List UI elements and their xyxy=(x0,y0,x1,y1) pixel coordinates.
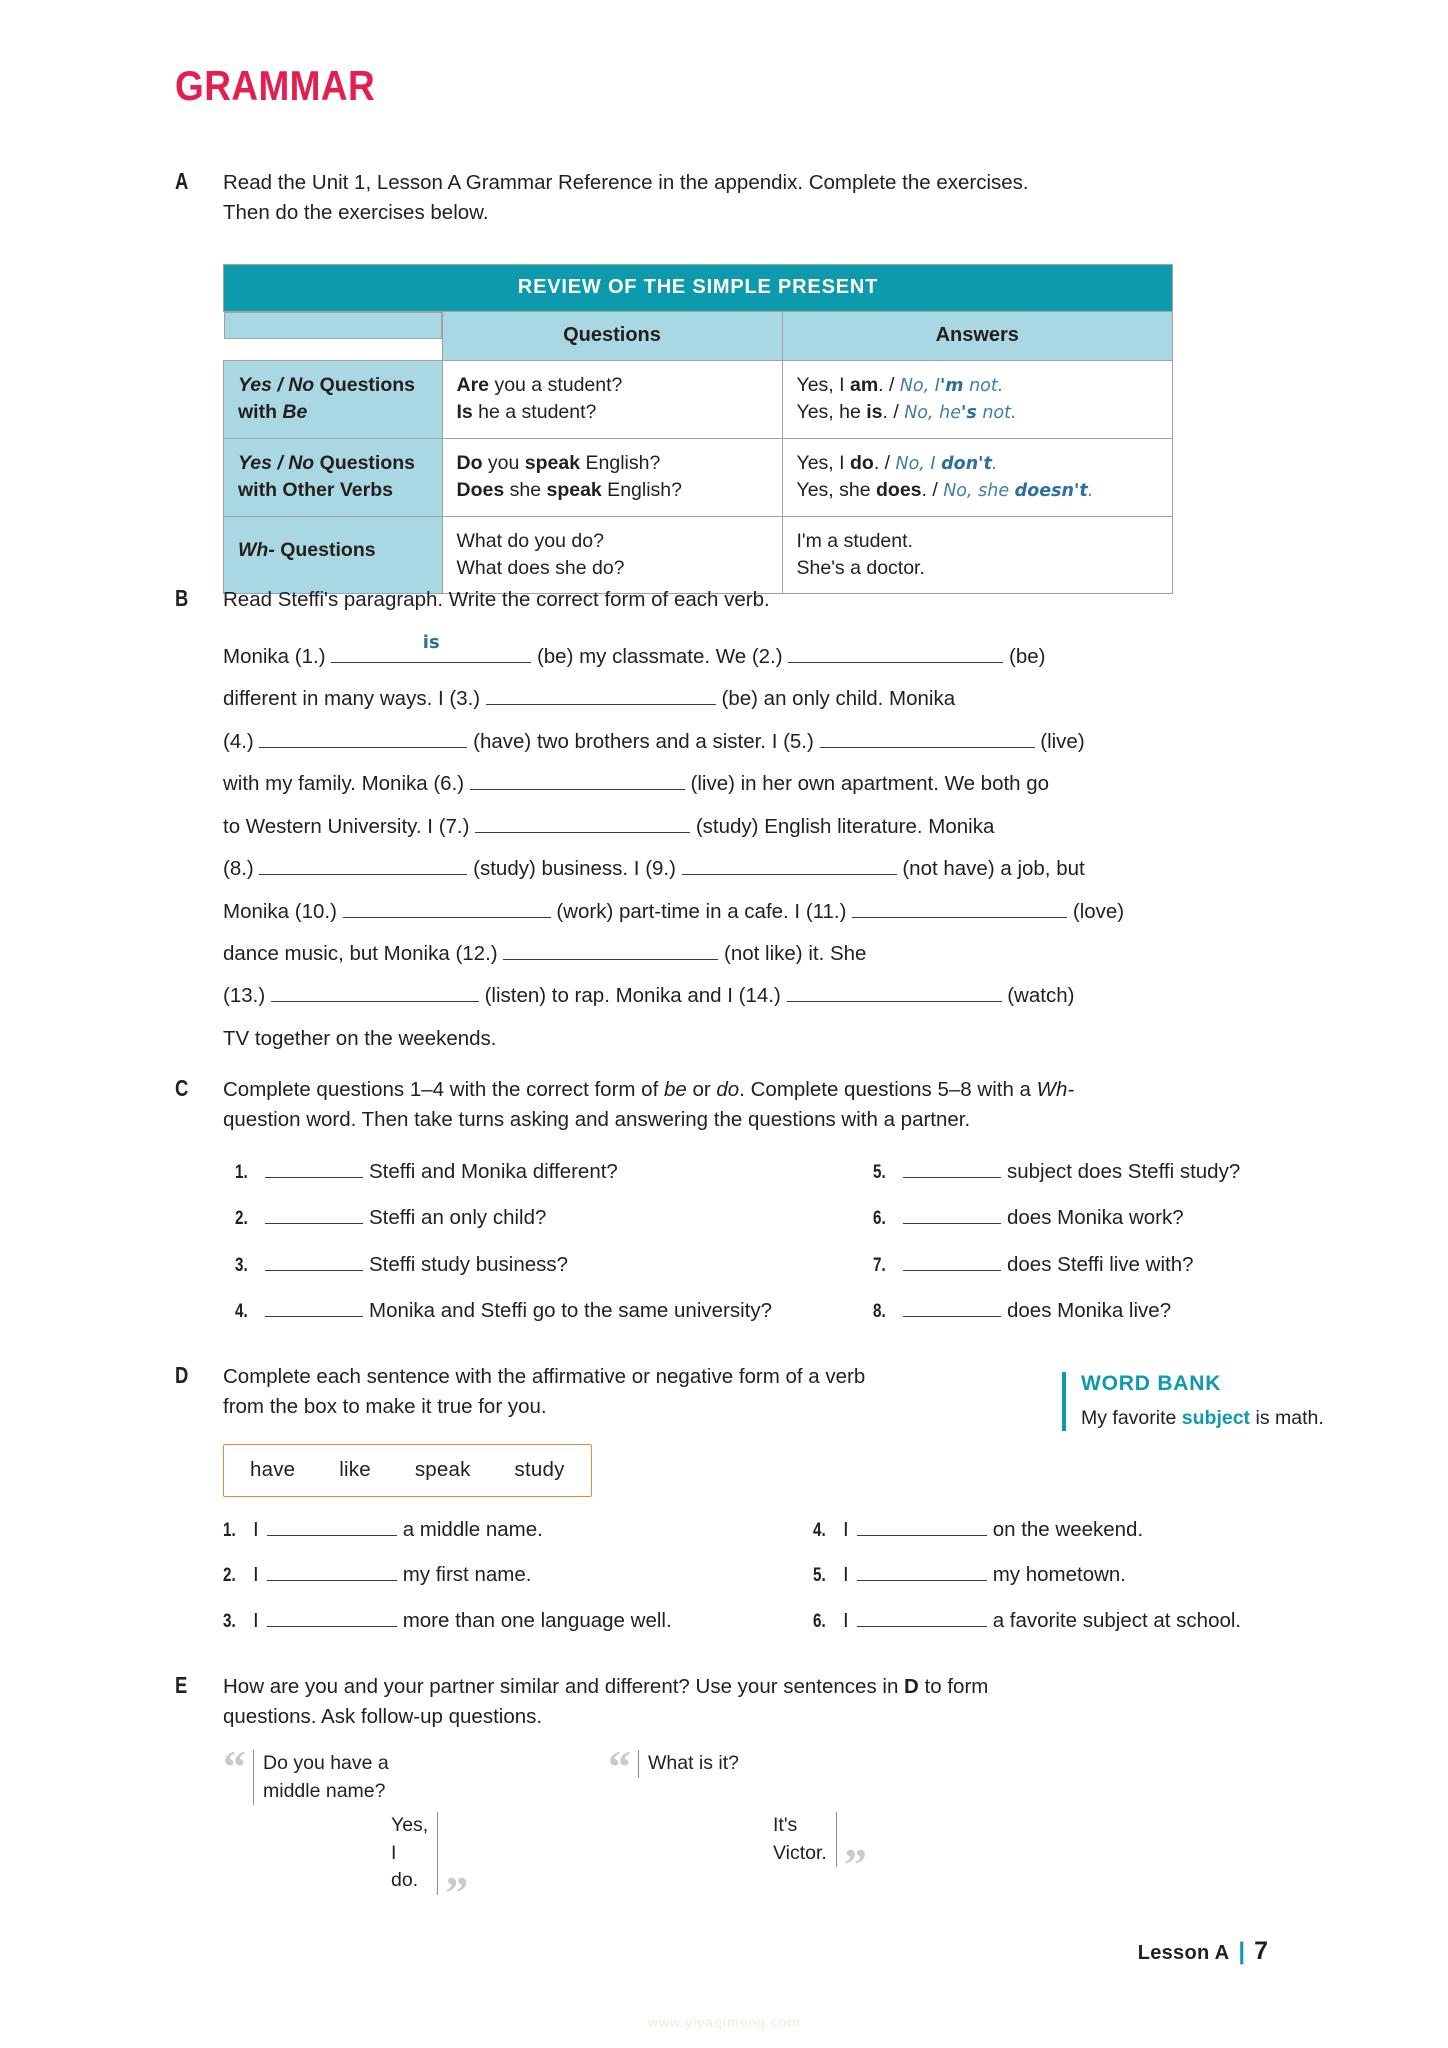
seg-23: TV together on the weekends. xyxy=(223,1026,497,1050)
exercise-c-right-column xyxy=(873,1157,1393,1343)
blank-5[interactable] xyxy=(820,726,1035,748)
seg-8: with my family. Monika (6.) xyxy=(223,772,465,796)
blank-1-answer: is xyxy=(422,631,440,653)
table-row xyxy=(224,361,1173,439)
seg-20: (13.) xyxy=(223,984,266,1008)
exercise-d xyxy=(175,1362,995,1497)
seg-18: dance music, but Monika (12.) xyxy=(223,941,498,965)
exercise-a-instruction-line1: Read the Unit 1, Lesson A Grammar Reference in the appendix. Complete the exercises. xyxy=(223,171,1029,194)
table-row-questions xyxy=(442,361,782,439)
exercise-c-instruction-line2: question word. Then take turns asking and answering the questions with a partner. xyxy=(223,1108,971,1132)
exercise-d-right-column xyxy=(813,1515,1373,1652)
seg-6: (have) two brothers and a sister. I (5.) xyxy=(473,729,814,753)
seg-19: (not like) it. She xyxy=(724,941,867,965)
verb-study[interactable]: study xyxy=(514,1458,565,1482)
exercise-d-item-columns xyxy=(223,1515,1383,1635)
grammar-reference-table xyxy=(223,264,1173,594)
c5-blank[interactable] xyxy=(903,1157,1001,1178)
row2-q1-verb: speak xyxy=(524,451,581,474)
c3-blank[interactable] xyxy=(265,1250,363,1271)
list-item[interactable] xyxy=(223,1561,783,1588)
exercise-c xyxy=(175,1075,1355,1347)
row2-a1-neg-post: . xyxy=(991,453,998,474)
row1-label-italic: Yes / No xyxy=(238,374,315,396)
exercise-d-letter: D xyxy=(175,1362,189,1388)
seg-9: (live) in her own apartment. We both go xyxy=(690,772,1050,796)
speech-bubble-1 xyxy=(223,1741,469,1918)
c5-number: 5. xyxy=(873,1161,886,1183)
row1-q1-rest: you a student? xyxy=(489,374,623,396)
c-instr-be: be xyxy=(663,1078,687,1101)
c1-text: Steffi and Monika different? xyxy=(369,1159,618,1183)
d4-number: 4. xyxy=(813,1519,826,1541)
seg-14: (not have) a job, but xyxy=(902,857,1085,881)
close-quote-icon: ” xyxy=(843,1839,867,1891)
d2-blank[interactable] xyxy=(267,1561,397,1582)
table-row-questions: Do you speak English? Does she speak English? xyxy=(442,438,782,516)
seg-22: (watch) xyxy=(1007,984,1075,1008)
table-header-questions: Questions xyxy=(442,312,782,361)
row1-a1-pre: Yes, I xyxy=(796,374,850,396)
open-quote-icon: “ xyxy=(223,1741,246,1792)
c6-number: 6. xyxy=(873,1208,886,1230)
row1-a2-negative xyxy=(904,403,1016,423)
row1-q1-bold: Are xyxy=(456,374,490,396)
c-instr-c: . Complete questions 5–8 with a xyxy=(739,1078,1037,1101)
row2-label2: with Other Verbs xyxy=(238,478,393,501)
c6-text: does Monika work? xyxy=(1007,1206,1184,1230)
list-item[interactable] xyxy=(223,1515,783,1542)
c5-text: subject does Steffi study? xyxy=(1007,1159,1241,1183)
c2-blank[interactable] xyxy=(265,1204,363,1225)
d5-text: my hometown. xyxy=(992,1563,1127,1586)
row2-a2-mid: . / xyxy=(921,478,944,501)
c-instr-wh: Wh- xyxy=(1036,1078,1075,1101)
footer-divider: | xyxy=(1238,1938,1246,1965)
row2-a1-neg-bold: don't xyxy=(941,453,992,474)
row2-a1-mid: . / xyxy=(873,451,896,474)
row1-a2-neg-pre: No, he xyxy=(904,402,961,423)
c4-blank[interactable] xyxy=(265,1297,363,1318)
verb-word-box xyxy=(223,1444,592,1497)
row1-a1-mid: . / xyxy=(878,374,900,396)
row1-label2-italic: Be xyxy=(282,400,308,423)
c8-number: 8. xyxy=(873,1301,886,1323)
d1-blank[interactable] xyxy=(267,1515,397,1536)
row2-label-italic: Yes / No xyxy=(238,451,315,474)
exercise-c-left-column xyxy=(235,1157,795,1343)
d2-number: 2. xyxy=(223,1565,236,1586)
row1-label-rest: Questions xyxy=(314,374,416,396)
row2-q2-bold: Does xyxy=(456,478,505,501)
exercise-b-instruction: Read Steffi's paragraph. Write the correct form of each verb. xyxy=(223,588,770,611)
word-bank xyxy=(1062,1372,1362,1431)
row2-a2-pre: Yes, she xyxy=(796,478,877,501)
row2-q1-bold: Do xyxy=(456,451,483,474)
c7-text: does Steffi live with? xyxy=(1007,1252,1194,1276)
seg-0: Monika (1.) xyxy=(223,645,326,668)
exercise-a-instruction-line2: Then do the exercises below. xyxy=(223,201,489,225)
d5-blank[interactable] xyxy=(857,1561,987,1582)
table-row xyxy=(224,438,1173,516)
verb-box-wrapper xyxy=(223,1444,995,1497)
seg-2: (be) xyxy=(1009,645,1046,668)
blank-6[interactable] xyxy=(470,769,685,791)
row2-a2-bold: does xyxy=(876,478,922,501)
row1-a2-neg-post: not. xyxy=(976,402,1017,423)
d3-text: more than one language well. xyxy=(402,1608,672,1632)
c8-text: does Monika live? xyxy=(1007,1299,1172,1323)
table-row-label xyxy=(224,516,443,594)
blank-10[interactable] xyxy=(343,896,551,918)
list-item[interactable] xyxy=(813,1561,1373,1588)
exercise-b-letter: B xyxy=(175,585,189,611)
table-row-answers xyxy=(782,361,1173,439)
speech-bubble-1-reply xyxy=(391,1812,469,1918)
row1-a1-neg-bold: 'm xyxy=(939,376,964,396)
list-item[interactable] xyxy=(235,1250,795,1277)
table-title: REVIEW OF THE SIMPLE PRESENT xyxy=(224,265,1173,312)
row1-a1-neg-post: not. xyxy=(963,376,1004,396)
speech-bubble-2 xyxy=(608,1741,867,1891)
row1-a1-neg-pre: No, I xyxy=(899,376,940,396)
c-instr-do: do xyxy=(716,1078,740,1101)
list-item[interactable] xyxy=(223,1606,783,1633)
seg-13: (study) business. I (9.) xyxy=(473,857,676,881)
blank-12[interactable] xyxy=(503,938,718,960)
list-item[interactable] xyxy=(235,1204,795,1231)
list-item[interactable] xyxy=(813,1515,1373,1542)
list-item[interactable] xyxy=(873,1157,1393,1184)
row3-q1: What do you do? xyxy=(456,529,604,552)
page-footer xyxy=(1138,1937,1268,1966)
c4-number: 4. xyxy=(235,1301,248,1323)
exercise-c-instruction-line1 xyxy=(223,1075,1355,1105)
e-instr-a: How are you and your partner similar and different? Use your sentences in xyxy=(223,1675,905,1698)
page-title: GRAMMAR xyxy=(175,62,376,109)
row2-a1-negative xyxy=(895,454,997,474)
seg-12: (8.) xyxy=(223,857,254,881)
seg-11: (study) English literature. Monika xyxy=(695,814,995,838)
d1-number: 1. xyxy=(223,1519,236,1541)
open-quote-icon: “ xyxy=(608,1741,631,1792)
row3-a1: I'm a student. xyxy=(796,529,913,552)
list-item[interactable] xyxy=(873,1297,1393,1324)
verb-have[interactable]: have xyxy=(250,1458,296,1482)
d6-text: a favorite subject at school. xyxy=(992,1608,1242,1632)
list-item[interactable] xyxy=(873,1204,1393,1231)
speech-bubble-1-question xyxy=(223,1741,389,1805)
blank-14[interactable] xyxy=(787,981,1002,1003)
d6-blank[interactable] xyxy=(857,1606,987,1627)
exercise-c-letter: C xyxy=(175,1075,189,1101)
table-row-answers xyxy=(782,516,1173,594)
seg-16: (work) part-time in a cafe. I (11.) xyxy=(556,899,847,923)
blank-4[interactable] xyxy=(259,726,467,748)
row2-a1-neg-pre: No, I xyxy=(895,453,942,474)
table-title-row xyxy=(224,265,1173,312)
list-item[interactable] xyxy=(235,1297,795,1324)
seg-17: (love) xyxy=(1072,899,1125,923)
footer-page-number: 7 xyxy=(1254,1937,1268,1965)
verb-like[interactable]: like xyxy=(339,1458,371,1482)
seg-5: (4.) xyxy=(223,729,254,753)
table-row xyxy=(224,516,1173,594)
exercise-d-left-column xyxy=(223,1515,783,1652)
row1-a1-bold: am xyxy=(849,374,879,396)
c2-number: 2. xyxy=(235,1208,248,1230)
exercise-a xyxy=(175,168,1295,228)
word-bank-title: WORD BANK xyxy=(1081,1372,1222,1395)
table-header-row xyxy=(224,312,1173,361)
exercise-a-letter: A xyxy=(175,168,189,194)
c3-text: Steffi study business? xyxy=(369,1252,569,1276)
row2-a1-pre: Yes, I xyxy=(796,451,850,474)
exercise-e xyxy=(175,1672,1355,1732)
list-item[interactable] xyxy=(873,1250,1393,1277)
seg-21: (listen) to rap. Monika and I (14.) xyxy=(484,984,781,1008)
c4-text: Monika and Steffi go to the same university? xyxy=(369,1299,773,1323)
blank-2[interactable] xyxy=(788,641,1003,663)
row2-a2-neg-pre: No, she xyxy=(943,480,1015,501)
speech-bubble-group xyxy=(223,1741,1183,1920)
row2-label-rest: Questions xyxy=(314,451,416,474)
seg-4: (be) an only child. Monika xyxy=(721,687,956,711)
d4-text: on the weekend. xyxy=(992,1517,1144,1541)
d3-number: 3. xyxy=(223,1610,236,1632)
close-quote-icon: ” xyxy=(445,1866,469,1918)
row1-q2-rest: he a student? xyxy=(472,400,597,423)
seg-15: Monika (10.) xyxy=(223,899,337,923)
list-item[interactable] xyxy=(813,1606,1373,1633)
exercise-e-letter: E xyxy=(175,1672,188,1698)
d5-number: 5. xyxy=(813,1565,826,1586)
row3-a2: She's a doctor. xyxy=(796,556,925,579)
list-item[interactable] xyxy=(235,1157,795,1184)
row2-a2-neg-bold: doesn't xyxy=(1014,480,1088,501)
row1-a2-bold: is xyxy=(866,400,883,423)
e-instr-d: D xyxy=(904,1675,919,1698)
seg-1: (be) my classmate. We (2.) xyxy=(536,645,783,668)
table-header-answers: Answers xyxy=(782,312,1173,361)
c7-blank[interactable] xyxy=(903,1250,1001,1271)
seg-3: different in many ways. I (3.) xyxy=(223,687,481,711)
b1-q-line2: middle name? xyxy=(263,1779,386,1802)
c1-number: 1. xyxy=(235,1161,248,1183)
row3-label-italic: Wh- xyxy=(238,538,275,561)
c6-blank[interactable] xyxy=(903,1204,1001,1225)
blank-1[interactable] xyxy=(331,631,531,663)
exercise-d-instruction-line2: from the box to make it true for you. xyxy=(223,1395,547,1419)
table-row-label xyxy=(224,438,443,516)
e-instr-b: to form xyxy=(918,1675,989,1698)
wb-bold: subject xyxy=(1181,1407,1251,1429)
bubble-1-reply-text: Yes, I do. xyxy=(391,1812,438,1895)
d4-pre: I xyxy=(843,1517,849,1541)
exercise-e-instruction-line2: questions. Ask follow-up questions. xyxy=(223,1705,543,1729)
seg-10: to Western University. I (7.) xyxy=(223,814,470,838)
row1-q2-bold: Is xyxy=(456,400,473,423)
d6-number: 6. xyxy=(813,1610,826,1632)
table-header-blank xyxy=(224,312,442,339)
blank-3[interactable] xyxy=(486,684,716,706)
watermark: www.yiyaqimeng.com xyxy=(647,2014,801,2030)
d1-pre: I xyxy=(253,1517,259,1541)
d1-text: a middle name. xyxy=(402,1517,543,1541)
row2-a1-bold: do xyxy=(849,451,874,474)
blank-7[interactable] xyxy=(475,811,690,833)
b1-q-line1: Do you have a xyxy=(263,1752,389,1774)
row2-a2-neg-post: . xyxy=(1087,480,1094,501)
row1-a2-mid: . / xyxy=(882,400,905,423)
c-instr-b: or xyxy=(686,1078,717,1101)
blank-8[interactable] xyxy=(259,854,467,876)
row2-a2-negative xyxy=(943,481,1093,501)
b2-q-line1: What is it? xyxy=(648,1752,740,1774)
wb-post: is math. xyxy=(1250,1407,1324,1429)
row3-label-rest: Questions xyxy=(274,538,376,561)
table-row-answers xyxy=(782,438,1173,516)
d2-text: my first name. xyxy=(402,1563,532,1586)
footer-lesson-label: Lesson A xyxy=(1137,1942,1230,1964)
speech-bubble-2-question xyxy=(608,1741,740,1792)
d3-blank[interactable] xyxy=(267,1606,397,1627)
c7-number: 7. xyxy=(873,1254,886,1276)
row1-a1-negative xyxy=(900,376,1003,396)
c-instr-a: Complete questions 1–4 with the correct form of xyxy=(223,1078,664,1101)
wb-pre: My favorite xyxy=(1081,1407,1182,1429)
d4-blank[interactable] xyxy=(857,1515,987,1536)
d2-pre: I xyxy=(253,1563,259,1586)
row1-a2-neg-bold: 's xyxy=(960,402,977,423)
bubble-2-question-text xyxy=(638,1750,739,1778)
row1-label2-pre: with xyxy=(238,400,283,423)
c1-blank[interactable] xyxy=(265,1157,363,1178)
d3-pre: I xyxy=(253,1608,259,1632)
row1-a2-pre: Yes, he xyxy=(796,400,867,423)
word-bank-text xyxy=(1081,1405,1362,1431)
blank-9[interactable] xyxy=(682,854,897,876)
c2-text: Steffi an only child? xyxy=(369,1206,547,1230)
exercise-b-paragraph xyxy=(223,631,1338,1060)
blank-13[interactable] xyxy=(271,981,479,1003)
exercise-d-instruction-line1: Complete each sentence with the affirmative or negative form of a verb xyxy=(223,1365,866,1388)
table-row-questions xyxy=(442,516,782,594)
d6-pre: I xyxy=(843,1608,849,1632)
speech-bubble-2-reply xyxy=(773,1812,867,1891)
c3-number: 3. xyxy=(235,1254,248,1276)
row2-q2-verb: speak xyxy=(546,478,602,501)
bubble-2-reply-text: It's Victor. xyxy=(773,1812,837,1867)
table-row-label xyxy=(224,361,443,439)
seg-7: (live) xyxy=(1040,729,1085,753)
bubble-1-question-text xyxy=(253,1750,389,1805)
verb-speak[interactable]: speak xyxy=(414,1458,471,1482)
exercise-c-question-columns xyxy=(223,1157,1355,1347)
d5-pre: I xyxy=(843,1563,849,1586)
exercise-e-instruction-line1 xyxy=(223,1672,1355,1702)
blank-11[interactable] xyxy=(852,896,1067,918)
c8-blank[interactable] xyxy=(903,1297,1001,1318)
row3-q2: What does she do? xyxy=(456,556,625,579)
exercise-b xyxy=(175,585,1335,615)
